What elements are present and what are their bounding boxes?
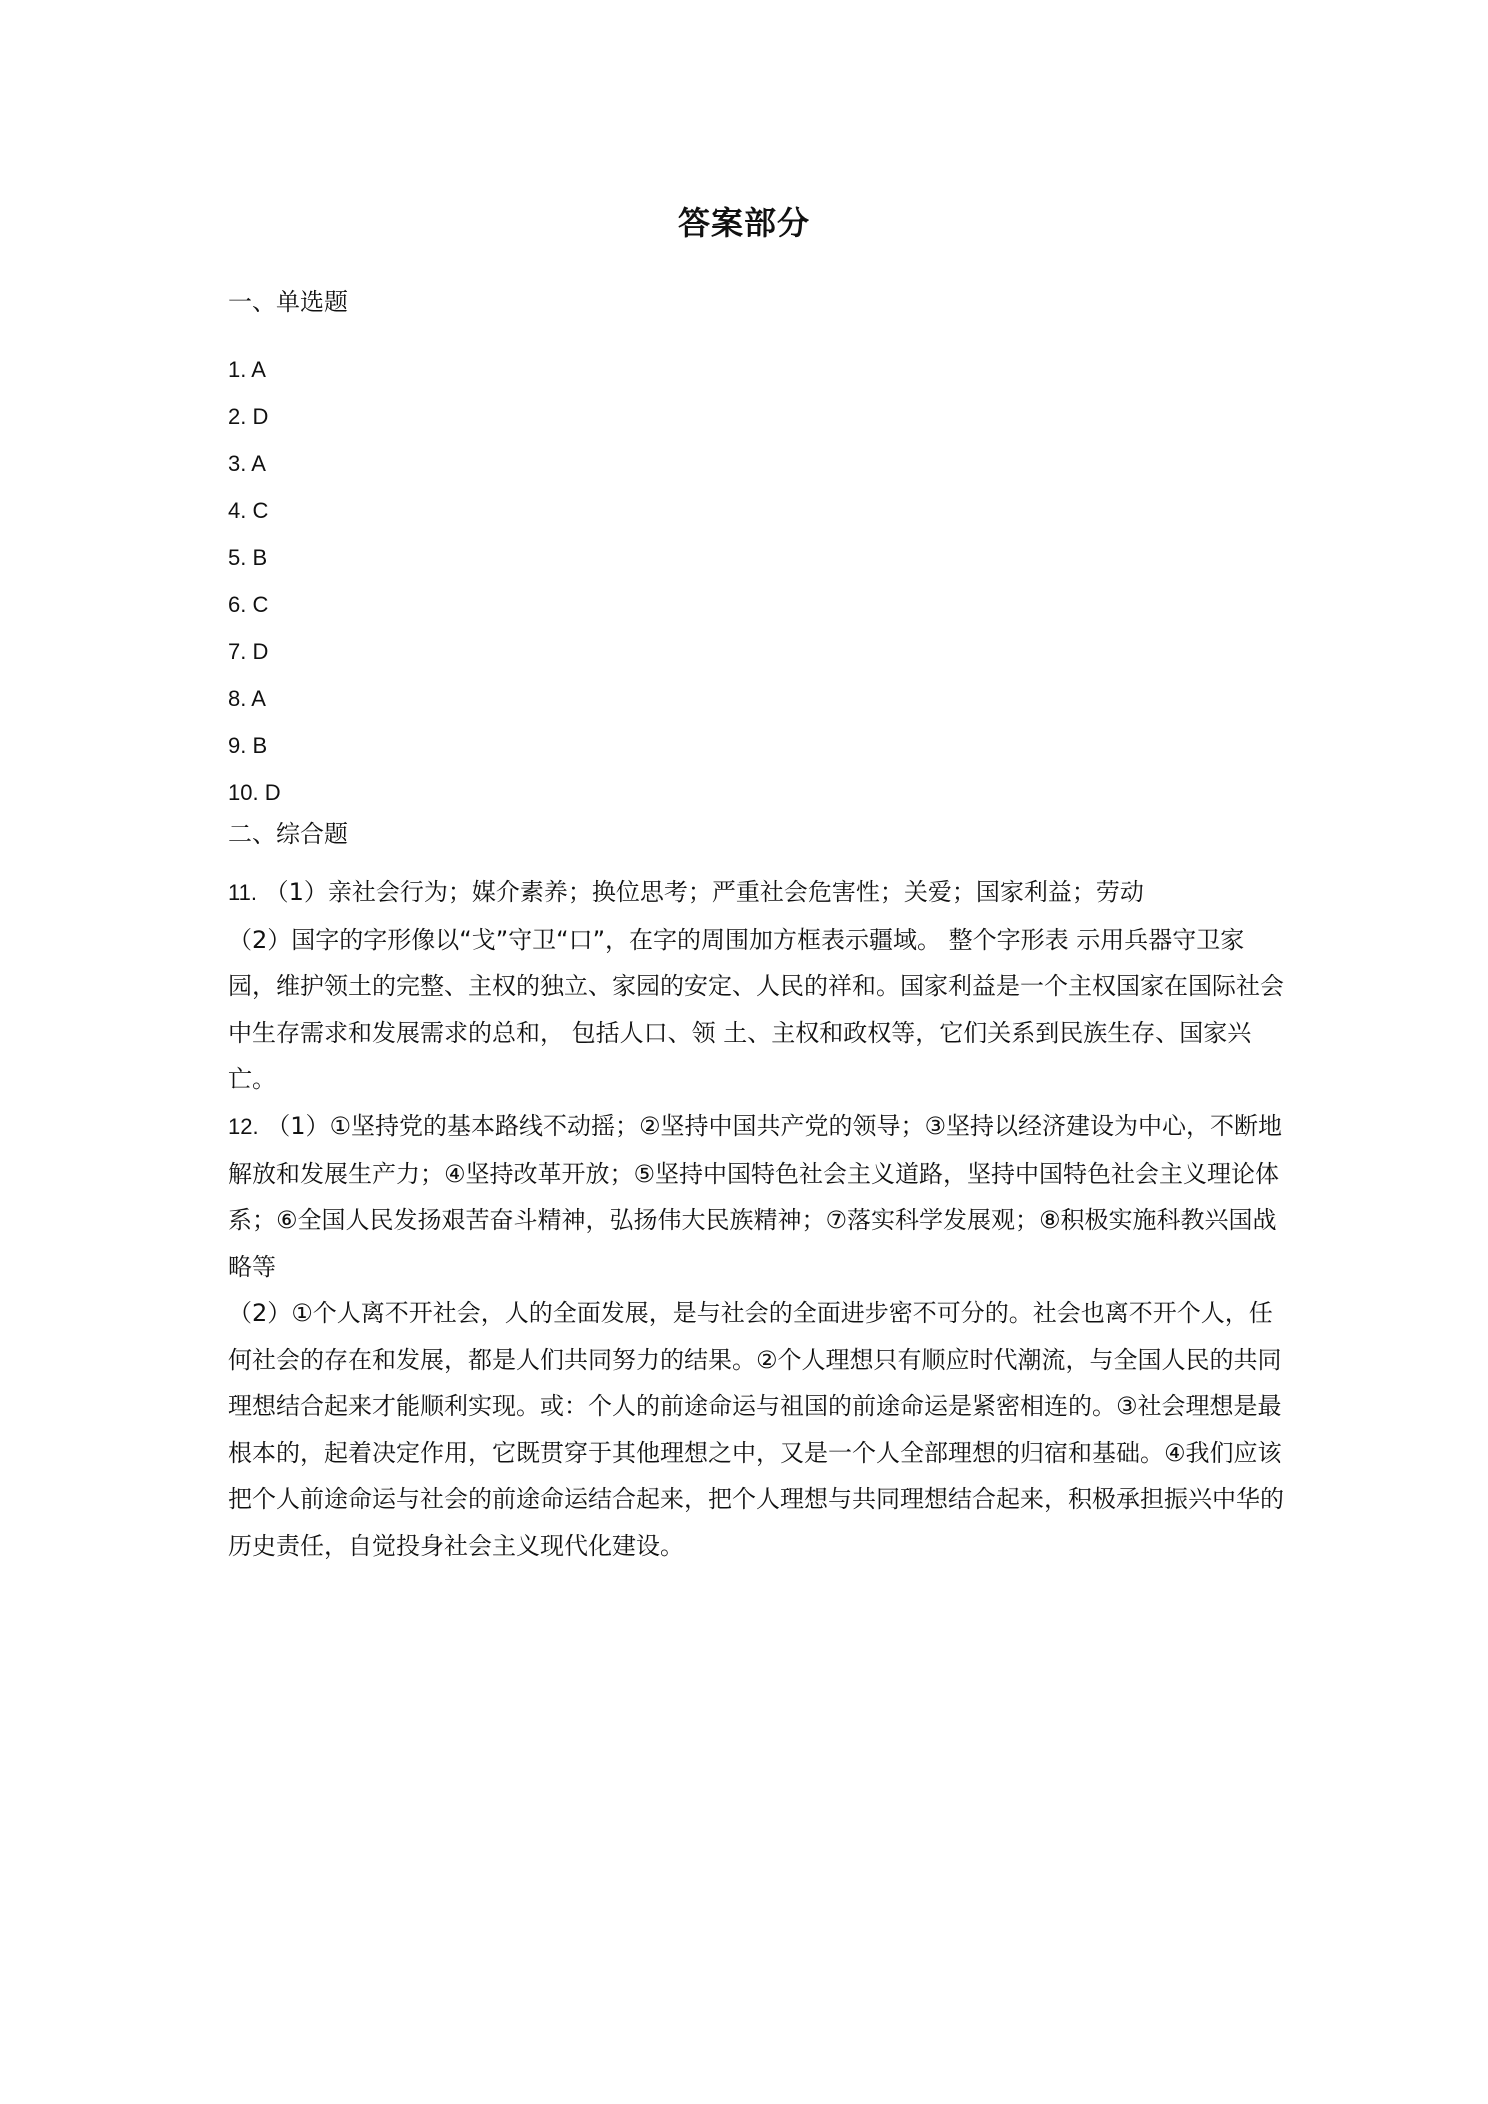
question-11-part-1: 11. （1）亲社会行为；媒介素养；换位思考；严重社会危害性；关爱；国家利益；劳动 <box>228 878 1144 906</box>
page-title: 答案部分 <box>677 204 810 242</box>
answer-item: 5. B <box>228 545 268 570</box>
question-12-answer <box>228 1103 1288 1569</box>
answer-item: 6. C <box>228 592 269 617</box>
answer-item: 3. A <box>228 451 266 476</box>
answer-item: 10. D <box>228 780 281 805</box>
answer-item: 9. B <box>228 733 268 758</box>
question-number: 12. <box>228 1114 259 1139</box>
answer-item: 2. D <box>228 404 269 429</box>
single-choice-answer-list <box>228 346 281 816</box>
answer-item: 4. C <box>228 498 269 523</box>
section-heading-single-choice: 一、单选题 <box>228 288 348 316</box>
question-11-answer <box>228 869 1288 1103</box>
section-heading-comprehensive: 二、综合题 <box>228 820 348 848</box>
answer-item: 8. A <box>228 686 266 711</box>
question-12-part-2: （2）①个人离不开社会，人的全面发展，是与社会的全面进步密不可分的。社会也离不开个人，任何社会的存在和发展，都是人们共同努力的结果。②个人理想只有顺应时代潮流，与全国人民的共同理想结合起来才能顺利实现。或：个人的前途命运与祖国的前途命运是紧密相连的。③社会理想是最根本的，起着决定作用，它既贯穿于其他理想之中，又是一个人全部理想的归宿和基础。④我们应该把个人前途命运与社会的前途命运结合起来，把个人理想与共同理想结合起来，积极承担振兴中华的历史责任，自觉投身社会主义现代化建设。 <box>228 1299 1284 1560</box>
answer-item: 1. A <box>228 357 266 382</box>
question-number: 11. <box>228 880 257 905</box>
answer-item: 7. D <box>228 639 269 664</box>
question-12-part-1: 12. （1）①坚持党的基本路线不动摇；②坚持中国共产党的领导；③坚持以经济建设为中心，不断地解放和发展生产力；④坚持改革开放；⑤坚持中国特色社会主义道路，坚持中国特色社会主义理论体系；⑥全国人民发扬艰苦奋斗精神，弘扬伟大民族精神；⑦落实科学发展观；⑧积极实施科教兴国战略等 <box>228 1112 1283 1281</box>
question-11-part-2: （2）国字的字形像以“戈”守卫“口”，在字的周围加方框表示疆域。 整个字形表 示用兵器守卫家园，维护领土的完整、主权的独立、家园的安定、人民的祥和。国家利益是一个主权国家在国际社会中生存需求和发展需求的总和， 包括人口、领 土、主权和政权等，它们关系到民族生存、国家兴亡。 <box>228 925 1284 1093</box>
